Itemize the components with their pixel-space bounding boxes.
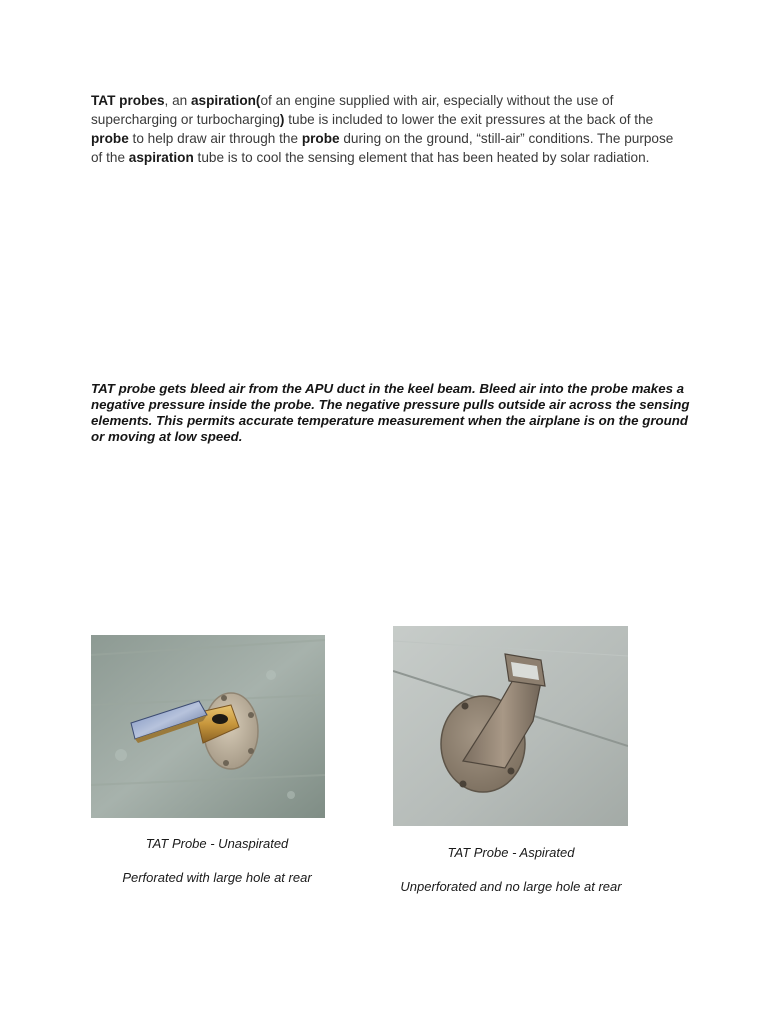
text-run: , an [164, 93, 191, 108]
aspirated-probe-photo [393, 626, 628, 826]
unaspirated-caption-description: Perforated with large hole at rear [122, 870, 312, 885]
bold-term: aspiration [128, 150, 194, 165]
text-run: tube is included to lower the exit pressures at the back of the [284, 112, 654, 127]
bold-term: TAT probes [91, 93, 165, 108]
intro-paragraph [91, 91, 681, 167]
text-run: during on the ground, “still-air” conditions. The purpose of the [91, 131, 674, 165]
unaspirated-caption-title: TAT Probe - Unaspirated [145, 836, 289, 851]
aspirated-caption-description: Unperforated and no large hole at rear [400, 879, 622, 894]
text-run: tube is to cool the sensing element that has been heated by solar radiation. [193, 150, 650, 165]
bold-term: ) [279, 112, 285, 127]
text-run: of an engine supplied with air, especially without the use of supercharging or turbocharging [91, 93, 614, 127]
unaspirated-probe-illustration [91, 635, 325, 818]
aspirated-probe-illustration [393, 626, 628, 826]
text-run: to help draw air through the [128, 131, 302, 146]
unaspirated-probe-photo [91, 635, 325, 818]
bold-term: probe [91, 131, 129, 146]
bold-term: aspiration( [190, 93, 261, 108]
bold-term: probe [301, 131, 340, 146]
bleed-air-paragraph: TAT probe gets bleed air from the APU duct in the keel beam. Bleed air into the probe makes a negative pressure inside the probe. The negative pressure pulls outside air across the sensing elements. This permits accurate temperature measurement when the airplane is on the ground or moving at low speed. [91, 381, 690, 444]
aspirated-caption-title: TAT Probe - Aspirated [447, 845, 575, 860]
